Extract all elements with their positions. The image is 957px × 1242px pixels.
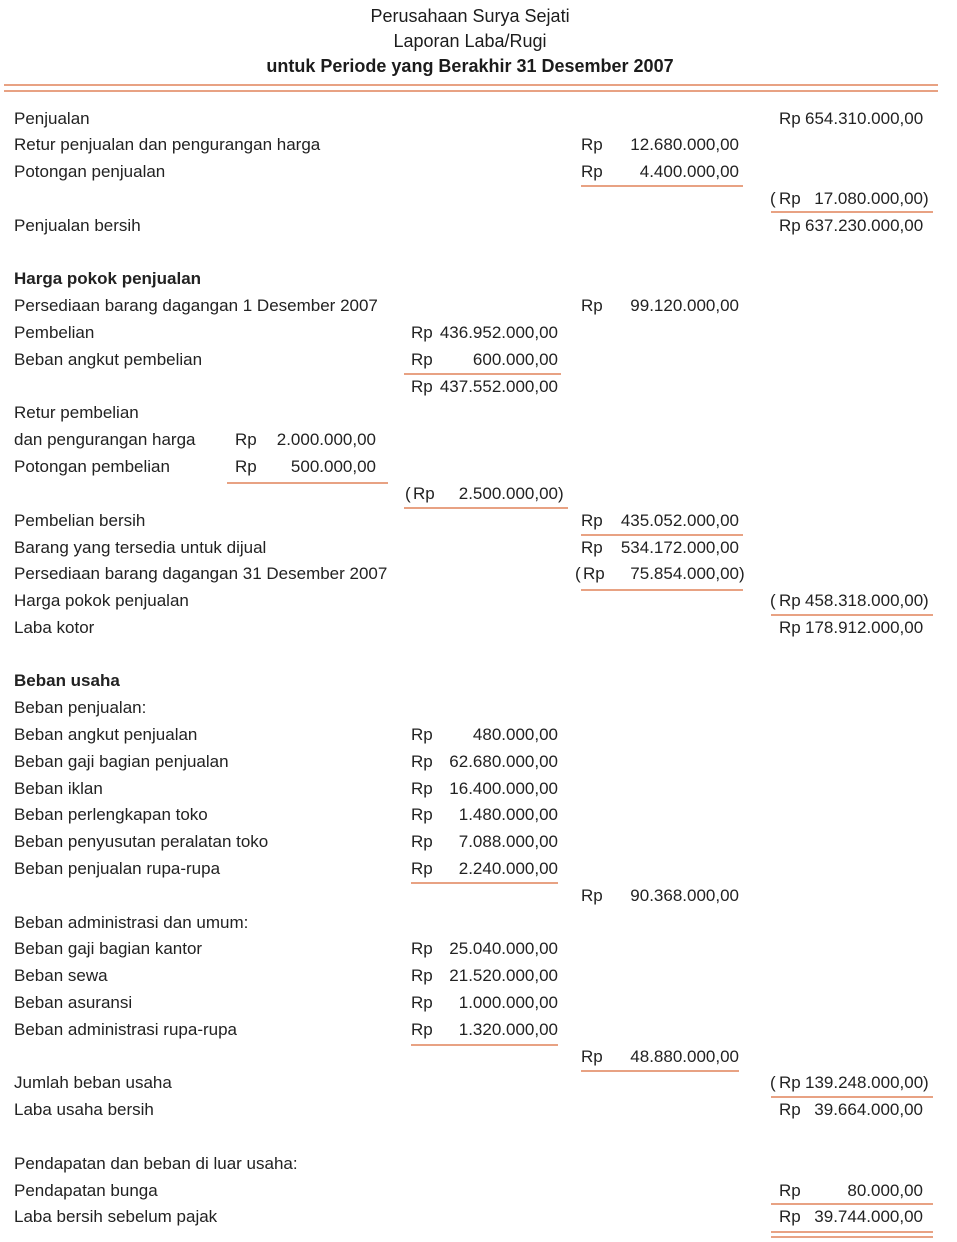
- paren-close: ): [923, 1073, 929, 1092]
- currency-label: Rp: [411, 350, 433, 369]
- row-beban-gaji-penjualan: [0, 748, 957, 775]
- row-beban-penjualan-heading: [0, 694, 957, 721]
- currency-label: Rp: [779, 216, 801, 235]
- currency-label: Rp: [235, 430, 257, 449]
- row-label: Beban administrasi rupa-rupa: [14, 1020, 238, 1039]
- section-heading: Harga pokok penjualan: [14, 269, 202, 288]
- row-label: Potongan pembelian: [14, 457, 170, 476]
- currency-label: Rp: [411, 966, 433, 985]
- currency-label: Rp: [779, 109, 801, 128]
- currency-label: Rp: [235, 457, 257, 476]
- currency-label: Rp: [411, 859, 433, 878]
- amount: 1.320.000,00: [458, 1020, 558, 1039]
- amount: 637.230.000,00: [805, 216, 924, 235]
- amount: 25.040.000,00: [449, 939, 558, 958]
- row-persediaan-awal: [0, 292, 957, 319]
- currency-label: Rp: [581, 511, 603, 530]
- amount: 48.880.000,00: [630, 1047, 739, 1066]
- currency-label: Rp: [779, 1100, 801, 1119]
- amount: 435.052.000,00: [620, 511, 739, 530]
- row-label: Beban penjualan rupa-rupa: [14, 859, 221, 878]
- row-total-beban-admin: [0, 1043, 957, 1070]
- row-label: Pembelian bersih: [14, 511, 146, 530]
- currency-label: Rp: [411, 779, 433, 798]
- header-rule-bottom: [4, 90, 938, 92]
- row-label: Beban penjualan:: [14, 698, 147, 717]
- row-pengurangan-harga: [0, 426, 957, 453]
- row-label: Beban perlengkapan toko: [14, 805, 208, 824]
- row-label: Penjualan bersih: [14, 216, 141, 235]
- row-tersedia-dijual: [0, 534, 957, 561]
- row-beban-penjualan-rupa: [0, 855, 957, 882]
- amount: 2.240.000,00: [458, 859, 558, 878]
- row-label: Beban gaji bagian kantor: [14, 939, 203, 958]
- section-heading: Beban usaha: [14, 671, 120, 690]
- amount: 1.480.000,00: [458, 805, 558, 824]
- currency-label: Rp: [411, 805, 433, 824]
- row-beban-asuransi: [0, 989, 957, 1016]
- row-label: Beban penyusutan peralatan toko: [14, 832, 269, 851]
- paren-open: (: [405, 484, 411, 503]
- amount: 39.744.000,00: [814, 1207, 923, 1226]
- paren-open: (: [770, 1073, 776, 1092]
- row-luar-usaha-heading: [0, 1150, 957, 1177]
- row-beban-perlengkapan: [0, 801, 957, 828]
- double-underline-bottom: [771, 1236, 933, 1238]
- amount: 62.680.000,00: [449, 752, 558, 771]
- row-label: Potongan penjualan: [14, 162, 166, 181]
- amount: 458.318.000,00: [805, 591, 924, 610]
- currency-label: Rp: [779, 1073, 801, 1092]
- row-beban-angkut-pembelian: [0, 346, 957, 373]
- row-label: Laba kotor: [14, 618, 95, 637]
- amount: 90.368.000,00: [630, 886, 739, 905]
- currency-label: Rp: [411, 725, 433, 744]
- row-total-pengurang-pembelian: [0, 480, 957, 507]
- amount: 16.400.000,00: [449, 779, 558, 798]
- row-potongan-penjualan: [0, 158, 957, 185]
- paren-open: (: [575, 564, 581, 583]
- row-pendapatan-bunga: [0, 1177, 957, 1204]
- row-label: Beban gaji bagian penjualan: [14, 752, 229, 771]
- row-beban-sewa: [0, 962, 957, 989]
- amount: 436.952.000,00: [439, 323, 558, 342]
- row-label: Harga pokok penjualan: [14, 591, 189, 610]
- paren-close: ): [923, 591, 929, 610]
- section-beban-usaha-heading: [0, 667, 957, 694]
- row-label: Beban angkut penjualan: [14, 725, 198, 744]
- row-retur-pembelian: [0, 399, 957, 426]
- amount: 139.248.000,00: [805, 1073, 924, 1092]
- amount: 75.854.000,00: [630, 564, 739, 583]
- currency-label: Rp: [581, 135, 603, 154]
- row-beban-angkut-penjualan: [0, 721, 957, 748]
- row-pembelian-bersih: [0, 507, 957, 534]
- row-pembelian: [0, 319, 957, 346]
- row-label: Barang yang tersedia untuk dijual: [14, 538, 267, 557]
- row-beban-gaji-kantor: [0, 935, 957, 962]
- amount: 7.088.000,00: [458, 832, 558, 851]
- row-penjualan: [0, 105, 957, 132]
- row-label: Pendapatan dan beban di luar usaha:: [14, 1154, 298, 1173]
- row-label: Beban administrasi dan umum:: [14, 913, 249, 932]
- currency-label: Rp: [411, 377, 433, 396]
- paren-close: ): [739, 564, 745, 583]
- row-label: Persediaan barang dagangan 31 Desember 2007: [14, 564, 388, 583]
- row-label: Beban asuransi: [14, 993, 133, 1012]
- row-jumlah-beban-usaha: [0, 1069, 957, 1096]
- currency-label: Rp: [581, 296, 603, 315]
- paren-open: (: [770, 591, 776, 610]
- row-laba-usaha-bersih: [0, 1096, 957, 1123]
- amount: 2.000.000,00: [276, 430, 376, 449]
- currency-label: Rp: [411, 1020, 433, 1039]
- row-label: Pembelian: [14, 323, 95, 342]
- amount: 2.500.000,00: [458, 484, 558, 503]
- amount: 17.080.000,00: [814, 189, 923, 208]
- row-pengurang-penjualan: [0, 185, 957, 212]
- currency-label: Rp: [581, 886, 603, 905]
- row-label: Beban sewa: [14, 966, 108, 985]
- currency-label: Rp: [779, 591, 801, 610]
- amount: 21.520.000,00: [449, 966, 558, 985]
- row-label: Laba usaha bersih: [14, 1100, 154, 1119]
- row-label: Persediaan barang dagangan 1 Desember 2007: [14, 296, 378, 315]
- currency-label: Rp: [411, 993, 433, 1012]
- currency-label: Rp: [411, 752, 433, 771]
- row-laba-sebelum-pajak: [0, 1203, 957, 1230]
- row-beban-iklan: [0, 775, 957, 802]
- row-beban-admin-rupa: [0, 1016, 957, 1043]
- amount: 1.000.000,00: [458, 993, 558, 1012]
- report-period: untuk Periode yang Berakhir 31 Desember 2007: [266, 56, 674, 76]
- amount: 99.120.000,00: [630, 296, 739, 315]
- amount: 654.310.000,00: [805, 109, 924, 128]
- row-potongan-pembelian: [0, 453, 957, 480]
- currency-label: Rp: [779, 618, 801, 637]
- row-label: Pendapatan bunga: [14, 1181, 158, 1200]
- amount: 178.912.000,00: [805, 618, 924, 637]
- currency-label: Rp: [779, 1181, 801, 1200]
- row-label: Jumlah beban usaha: [14, 1073, 172, 1092]
- paren-open: (: [770, 189, 776, 208]
- row-persediaan-akhir: [0, 560, 957, 587]
- row-beban-penyusutan: [0, 828, 957, 855]
- double-underline-top: [771, 1231, 933, 1233]
- row-hpp: [0, 587, 957, 614]
- currency-label: Rp: [583, 564, 605, 583]
- paren-close: ): [558, 484, 564, 503]
- currency-label: Rp: [411, 323, 433, 342]
- paren-close: ): [923, 189, 929, 208]
- amount: 500.000,00: [290, 457, 376, 476]
- header-rule-top: [4, 84, 938, 86]
- company-name: Perusahaan Surya Sejati: [370, 6, 570, 26]
- row-label: Penjualan: [14, 109, 90, 128]
- row-label: Beban angkut pembelian: [14, 350, 203, 369]
- row-subtotal-pembelian: [0, 373, 957, 400]
- currency-label: Rp: [581, 538, 603, 557]
- currency-label: Rp: [779, 189, 801, 208]
- currency-label: Rp: [411, 832, 433, 851]
- row-label: dan pengurangan harga: [14, 430, 196, 449]
- report-title: Laporan Laba/Rugi: [393, 31, 547, 51]
- row-penjualan-bersih: [0, 212, 957, 239]
- amount: 534.172.000,00: [620, 538, 739, 557]
- row-beban-admin-heading: [0, 909, 957, 936]
- row-label: Beban iklan: [14, 779, 103, 798]
- currency-label: Rp: [581, 162, 603, 181]
- row-retur-penjualan: [0, 131, 957, 158]
- amount: 80.000,00: [847, 1181, 923, 1200]
- section-hpp-heading: [0, 265, 957, 292]
- amount: 12.680.000,00: [630, 135, 739, 154]
- row-total-beban-penjualan: [0, 882, 957, 909]
- currency-label: Rp: [413, 484, 435, 503]
- currency-label: Rp: [581, 1047, 603, 1066]
- currency-label: Rp: [411, 939, 433, 958]
- row-label: Laba bersih sebelum pajak: [14, 1207, 218, 1226]
- row-label: Retur penjualan dan pengurangan harga: [14, 135, 321, 154]
- currency-label: Rp: [779, 1207, 801, 1226]
- row-label: Retur pembelian: [14, 403, 139, 422]
- amount: 437.552.000,00: [439, 377, 558, 396]
- amount: 39.664.000,00: [814, 1100, 923, 1119]
- amount: 600.000,00: [472, 350, 558, 369]
- amount: 4.400.000,00: [639, 162, 739, 181]
- row-laba-kotor: [0, 614, 957, 641]
- amount: 480.000,00: [472, 725, 558, 744]
